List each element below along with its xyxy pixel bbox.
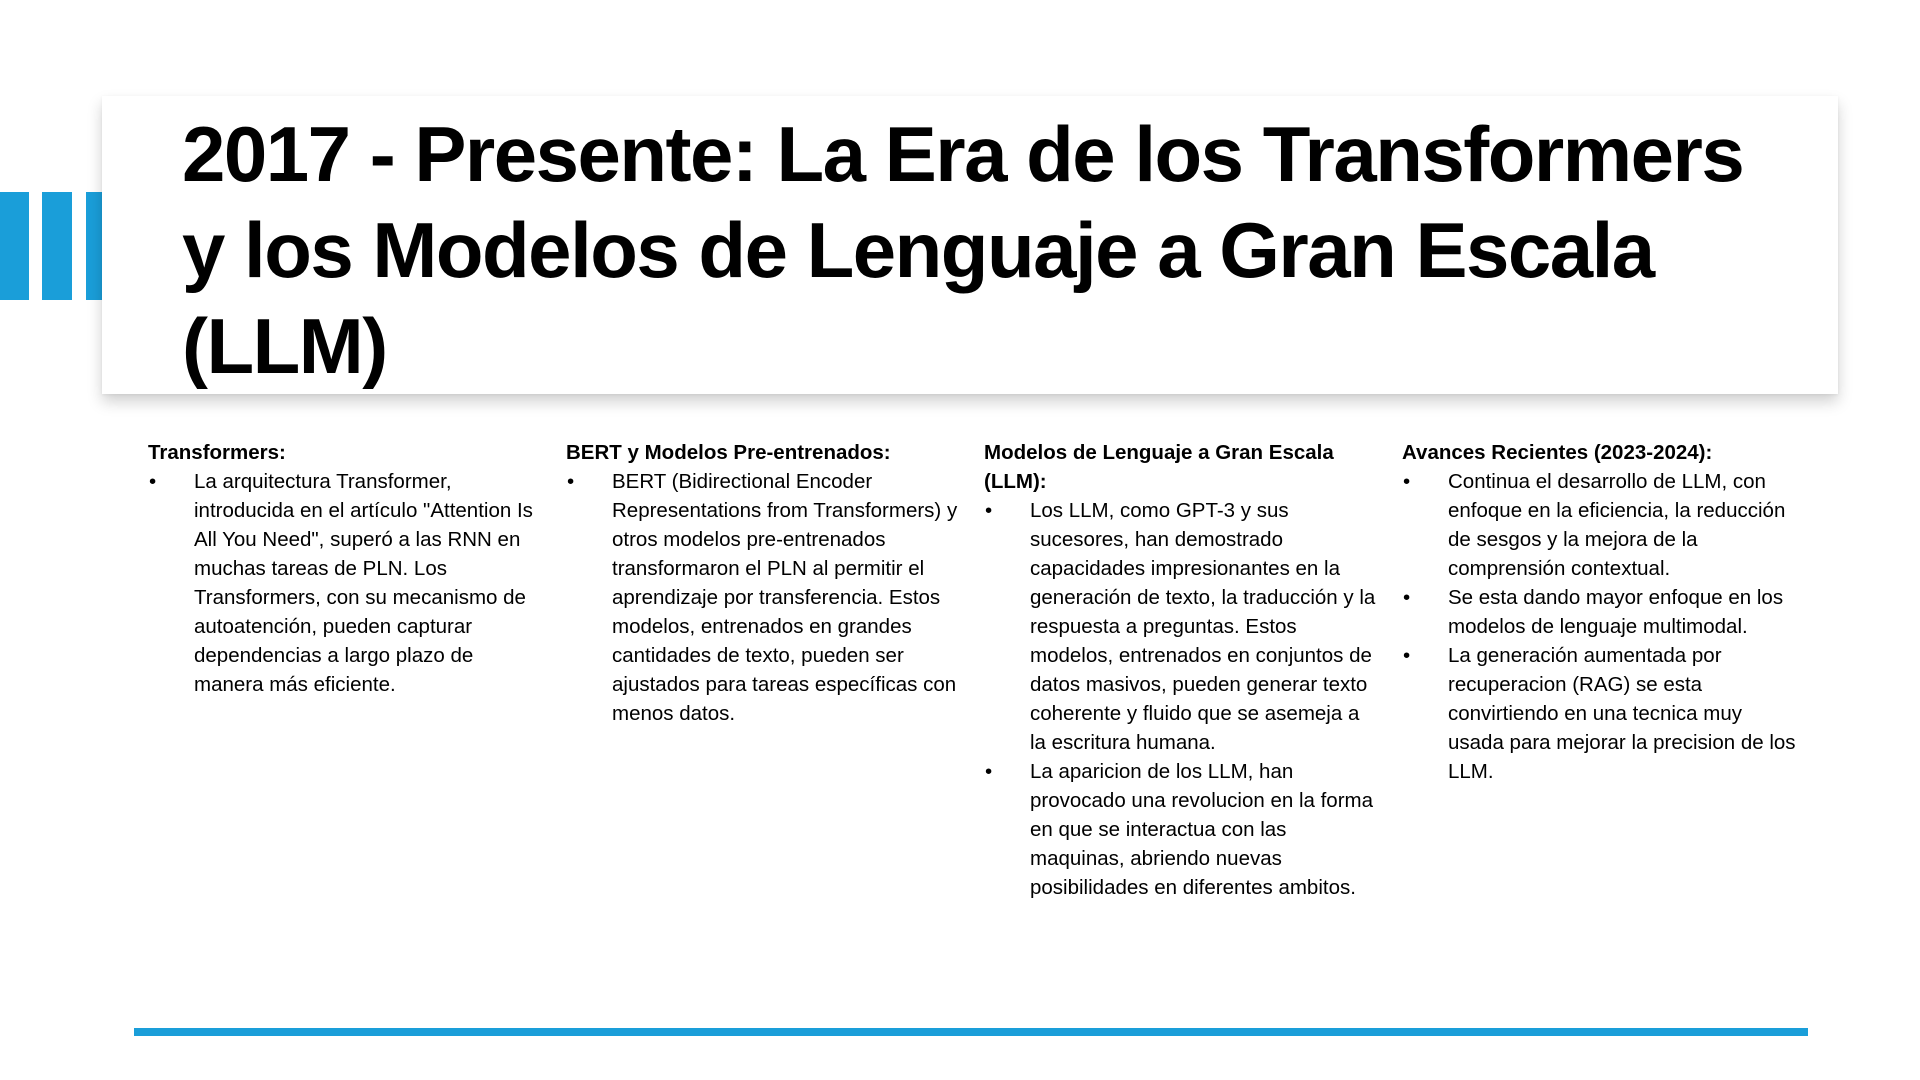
bullet-text: Continua el desarrollo de LLM, con enfoque en la eficiencia, la reducción de sesgos y la mejora de la comprensión contextual. [1448,470,1786,580]
bullet-item [1402,583,1797,641]
bullet-icon: • [1403,470,1411,493]
accent-bar [86,192,102,300]
bullet-text: La aparicion de los LLM, han provocado una revolucion en la forma en que se interactua con las maquinas, abriendo nuevas posibilidades en diferentes ambitos. [1030,760,1374,899]
accent-bar [0,192,29,300]
column-recent-advances [1402,438,1797,786]
bullet-list [984,496,1379,902]
slide-title: 2017 - Presente: La Era de los Transformers y los Modelos de Lenguaje a Gran Escala (LLM) [182,110,1744,390]
bullet-item [1402,641,1797,786]
column-bert [566,438,961,728]
column-heading: Avances Recientes (2023-2024): [1402,441,1713,464]
bullet-list [1402,467,1797,786]
bullet-item [984,757,1379,902]
bullet-text: La arquitectura Transformer, introducida en el artículo "Attention Is All You Need", superó a las RNN en muchas tareas de PLN. Los Transformers, con su mecanismo de autoatención, pueden capturar dependencias a largo plazo de manera más eficiente. [194,470,533,696]
title-card [102,96,1838,394]
bullet-text: BERT (Bidirectional Encoder Representations from Transformers) y otros modelos pre-entrenados transformaron el PLN al permitir el aprendizaje por transferencia. Estos modelos, entrenados en grandes cantidades de texto, pueden ser ajustados para tareas específicas con menos datos. [612,470,958,725]
bullet-item [566,467,961,728]
bullet-icon: • [567,470,575,493]
bullet-icon: • [1403,586,1411,609]
content-columns [148,438,1798,978]
column-heading: Transformers: [148,441,286,464]
bullet-text: Los LLM, como GPT-3 y sus sucesores, han demostrado capacidades impresionantes en la generación de texto, la traducción y la respuesta a preguntas. Estos modelos, entrenados en conjuntos de datos masivos, pueden generar texto coherente y fluido que se asemeja a la escritura humana. [1030,499,1376,754]
bullet-list [148,467,543,699]
accent-bar [42,192,72,300]
bullet-icon: • [149,470,157,493]
column-llm [984,438,1379,902]
column-heading: BERT y Modelos Pre-entrenados: [566,441,891,464]
bullet-text: Se esta dando mayor enfoque en los modelos de lenguaje multimodal. [1448,586,1784,638]
bullet-icon: • [985,499,993,522]
bullet-item [984,496,1379,757]
bullet-icon: • [1403,644,1411,667]
bullet-item [1402,467,1797,583]
bottom-divider [134,1028,1808,1036]
column-heading: Modelos de Lenguaje a Gran Escala (LLM): [984,441,1334,493]
column-transformers [148,438,543,699]
bullet-text: La generación aumentada por recuperacion (RAG) se esta convirtiendo en una tecnica muy usada para mejorar la precision de los LLM. [1448,644,1796,783]
bullet-icon: • [985,760,993,783]
bullet-list [566,467,961,728]
bullet-item [148,467,543,699]
